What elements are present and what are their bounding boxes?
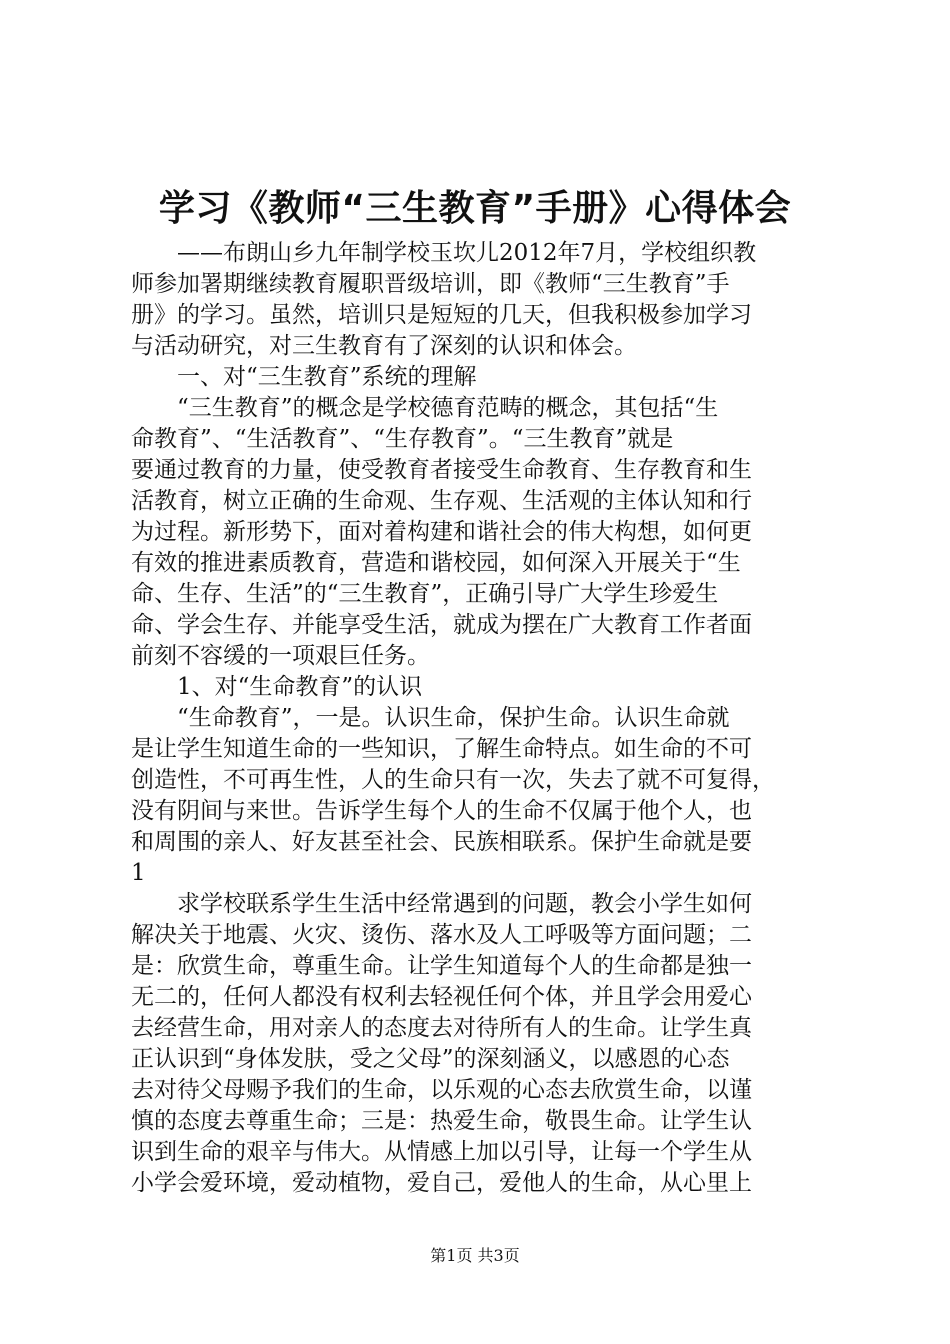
body-line: 是：欣赏生命，尊重生命。让学生知道每个人的生命都是独一 bbox=[131, 953, 752, 979]
document-title: 学习《教师“三生教育”手册》心得体会 bbox=[158, 188, 792, 229]
body-line: 正认识到“身体发肤，受之父母”的深刻涵义，以感恩的心态 bbox=[131, 1046, 730, 1072]
page-footer: 第1页 共3页 bbox=[430, 1246, 520, 1265]
body-line: 与活动研究，对三生教育有了深刻的认识和体会。 bbox=[131, 333, 637, 359]
body-line: 创造性，不可再生性，人的生命只有一次，失去了就不可复得， bbox=[131, 767, 775, 793]
body-line: 前刻不容缓的一项艰巨任务。 bbox=[131, 643, 430, 669]
body-line: “生命教育”，一是。认识生命，保护生命。认识生命就 bbox=[131, 705, 730, 731]
body-line: 求学校联系学生生活中经常遇到的问题，教会小学生如何 bbox=[131, 891, 752, 917]
body-line: 命教育”、“生活教育”、“生存教育”。“三生教育”就是 bbox=[131, 426, 674, 452]
body-line: 为过程。新形势下，面对着构建和谐社会的伟大构想，如何更 bbox=[131, 519, 752, 545]
body-line: 小学会爱环境，爱动植物，爱自己，爱他人的生命，从心里上 bbox=[131, 1170, 752, 1196]
page-break-number: 1 bbox=[131, 860, 146, 886]
body-line: 识到生命的艰辛与伟大。从情感上加以引导，让每一个学生从 bbox=[131, 1139, 752, 1165]
body-line: 无二的，任何人都没有权利去轻视任何个体，并且学会用爱心 bbox=[131, 984, 752, 1010]
body-line: “三生教育”的概念是学校德育范畴的概念，其包括“生 bbox=[131, 395, 719, 421]
body-line: 命、生存、生活”的“三生教育”，正确引导广大学生珍爱生 bbox=[131, 581, 719, 607]
body-line: 和周围的亲人、好友甚至社会、民族相联系。保护生命就是要 bbox=[131, 829, 752, 855]
body-line: 活教育，树立正确的生命观、生存观、生活观的主体认知和行 bbox=[131, 488, 752, 514]
body-line: 解决关于地震、火灾、烫伤、落水及人工呼吸等方面问题；二 bbox=[131, 922, 752, 948]
body-line: 去对待父母赐予我们的生命，以乐观的心态去欣赏生命，以谨 bbox=[131, 1077, 752, 1103]
body-line: 是让学生知道生命的一些知识，了解生命特点。如生命的不可 bbox=[131, 736, 752, 762]
body-line: ——布朗山乡九年制学校玉坎儿2012年7月，学校组织教 bbox=[131, 240, 757, 266]
body-line: 师参加署期继续教育履职晋级培训，即《教师“三生教育”手 bbox=[131, 271, 730, 297]
body-line: 有效的推进素质教育，营造和谐校园，如何深入开展关于“生 bbox=[131, 550, 741, 576]
body-line: 没有阴间与来世。告诉学生每个人的生命不仅属于他个人，也 bbox=[131, 798, 752, 824]
body-line: 要通过教育的力量，使受教育者接受生命教育、生存教育和生 bbox=[131, 457, 752, 483]
body-line: 慎的态度去尊重生命；三是：热爱生命，敬畏生命。让学生认 bbox=[131, 1108, 752, 1134]
body-line: 命、学会生存、并能享受生活，就成为摆在广大教育工作者面 bbox=[131, 612, 752, 638]
body-line: 去经营生命，用对亲人的态度去对待所有人的生命。让学生真 bbox=[131, 1015, 752, 1041]
body-line: 册》的学习。虽然，培训只是短短的几天，但我积极参加学习 bbox=[131, 302, 752, 328]
subsection-heading: 1、对“生命教育”的认识 bbox=[131, 674, 423, 700]
section-heading: 一、对“三生教育”系统的理解 bbox=[131, 364, 477, 390]
